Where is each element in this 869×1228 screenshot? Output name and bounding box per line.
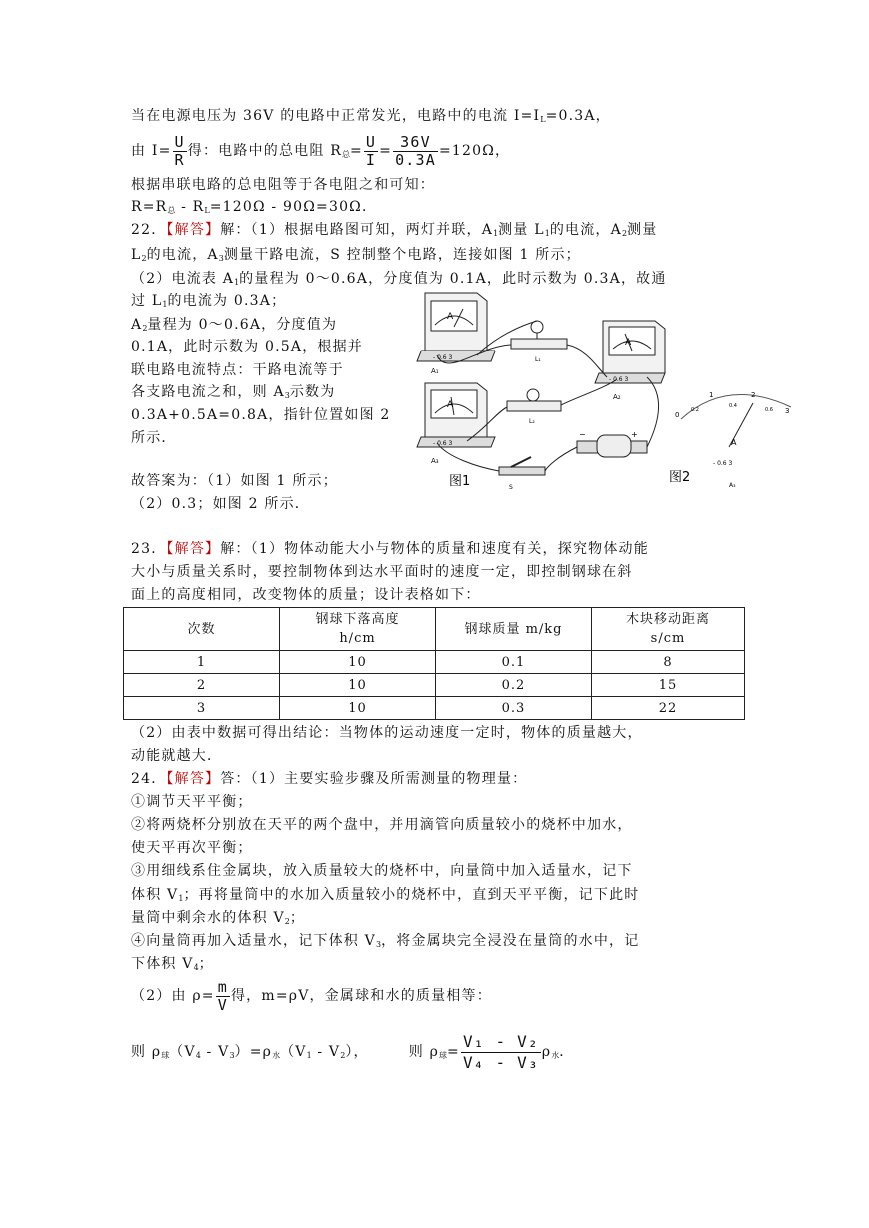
fraction-u-over-r: $\frac{U}{R}$ bbox=[174, 132, 185, 169]
formula-line: （2）由 ρ= $\frac{m}{V}$ 得，m=ρV，金属球和水的质量相等： bbox=[131, 977, 492, 1014]
text-line: 过 $L_1$的电流为 0.3A； bbox=[131, 293, 287, 309]
table-header: 次数 bbox=[124, 608, 280, 651]
svg-text:A₂: A₂ bbox=[613, 393, 621, 401]
text-line: 面上的高度相同，改变物体的质量；设计表格如下： bbox=[131, 587, 481, 603]
svg-text:- 0.6 3: - 0.6 3 bbox=[433, 354, 453, 361]
dial-figure-2 bbox=[675, 391, 791, 489]
text-line: $L_2$的电流，$A_3$测量干路电流，S 控制整个电路，连接如图 1 所示； bbox=[131, 247, 581, 263]
svg-text:A₁: A₁ bbox=[431, 367, 439, 375]
svg-text:S: S bbox=[509, 484, 513, 491]
text-line: $A_2$量程为 0～0.6A，分度值为 bbox=[131, 317, 338, 333]
table-header: 木块移动距离 s/cm bbox=[592, 608, 745, 651]
text-line: 故答案为：（1）如图 1 所示； bbox=[131, 473, 338, 489]
svg-text:+: + bbox=[631, 430, 638, 439]
text-line: $R=R_总 - R_L=120\Omega - 90\Omega=30\Omega$． bbox=[131, 199, 378, 215]
question-22-line: 22．【解答】解：（1）根据电路图可知，两灯并联，$A_1$测量 $L_1$的电流，$A_2$测量 bbox=[131, 222, 658, 238]
answer-tag: 【解答】 bbox=[166, 222, 221, 238]
text-line: 体积 $V_1$；再将量筒中的水加入质量较小的烧杯中，直到天平平衡，记下此时 bbox=[131, 887, 640, 903]
text-line: 各支路电流之和，则 $A_3$示数为 bbox=[131, 384, 336, 400]
svg-text:A₃: A₃ bbox=[729, 482, 736, 489]
svg-text:A: A bbox=[731, 438, 737, 447]
table-row: 3 10 0.3 22 bbox=[124, 697, 745, 720]
svg-text:1: 1 bbox=[709, 391, 714, 399]
question-24-line: 24．【解答】答：（1）主要实验步骤及所需测量的物理量： bbox=[131, 771, 528, 787]
text-line: 所示． bbox=[131, 430, 177, 446]
text-line: 联电路电流特点：干路电流等于 bbox=[131, 362, 344, 378]
final-formula-line: 则 $\rho_球(V_4 - V_3)=\rho_水(V_1 - V_2)$， 则 $\rho_球=$ $\frac{\text{V₁ - V₂}}{\text{V₄ - V₃}}$ $\rho_水$． bbox=[131, 1031, 575, 1072]
formula-line: 由 I= $\frac{U}{R}$ 得：电路中的总电阻 $R_总=$ $\frac{U}{I}$ = $\frac{36V}{0.3A}$ =120Ω， bbox=[131, 132, 511, 169]
svg-text:- 0.6 3: - 0.6 3 bbox=[713, 460, 733, 467]
fraction-m-over-v: $\frac{m}{V}$ bbox=[217, 977, 228, 1014]
svg-text:0.4: 0.4 bbox=[729, 403, 737, 409]
fraction-36v-over-03a: $\frac{36V}{0.3A}$ bbox=[395, 132, 436, 169]
table-header: 钢球质量 m/kg bbox=[436, 608, 592, 651]
text-line: （2）由表中数据可得出结论：当物体的运动速度一定时，物体的质量越大， bbox=[131, 725, 643, 741]
svg-text:A: A bbox=[625, 338, 632, 348]
answer-tag: 【解答】 bbox=[166, 541, 221, 557]
text-line: （2）电流表 $A_1$的量程为 0～0.6A，分度值为 0.1A，此时示数为 0.3A，故通 bbox=[131, 271, 667, 287]
table-header-row bbox=[124, 608, 745, 651]
text-line: （2）0.3；如图 2 所示． bbox=[131, 496, 310, 512]
table-header: 钢球下落高度 h/cm bbox=[280, 608, 436, 651]
table-row: 1 10 0.1 8 bbox=[124, 651, 745, 674]
text-line: ③用细线系住金属块，放入质量较大的烧杯中，向量筒中加入适量水，记下 bbox=[131, 863, 633, 879]
svg-text:A₃: A₃ bbox=[431, 457, 439, 465]
question-23-line: 23．【解答】解：（1）物体动能大小与物体的质量和速度有关，探究物体动能 bbox=[131, 541, 649, 557]
text-line: 使天平再次平衡； bbox=[131, 840, 253, 856]
text-line: ①调节天平平衡； bbox=[131, 794, 253, 810]
text-line: 大小与质量关系时，要控制物体到达水平面时的速度一定，即控制钢球在斜 bbox=[131, 564, 633, 580]
table-row: 2 10 0.2 15 bbox=[124, 674, 745, 697]
svg-text:0.2: 0.2 bbox=[691, 407, 699, 413]
text-line: 根据串联电路的总电阻等于各电阻之和可知： bbox=[131, 177, 435, 193]
fraction-density: $\frac{\text{V₁ - V₂}}{\text{V₄ - V₃}}$ bbox=[462, 1031, 539, 1072]
figure-1-label: 图1 bbox=[449, 474, 471, 489]
svg-text:- 0.6 3: - 0.6 3 bbox=[609, 376, 629, 383]
svg-text:3: 3 bbox=[785, 407, 790, 415]
text-line: ④向量筒再加入适量水，记下体积 $V_3$，将金属块完全浸没在量筒的水中，记 bbox=[131, 933, 640, 949]
switch-icon bbox=[499, 457, 545, 491]
svg-text:- 0.6 3: - 0.6 3 bbox=[433, 440, 453, 447]
svg-text:A: A bbox=[447, 400, 454, 410]
text-line: 0.1A，此时示数为 0.5A，根据并 bbox=[131, 339, 363, 355]
svg-text:0.6: 0.6 bbox=[765, 407, 773, 413]
svg-text:L₂: L₂ bbox=[529, 418, 535, 425]
figure-2-label: 图2 bbox=[669, 470, 691, 485]
fraction-u-over-i: $\frac{U}{I}$ bbox=[365, 132, 377, 169]
text-line: 量筒中剩余水的体积 $V_2$； bbox=[131, 910, 306, 926]
text-line: 动能就越大． bbox=[131, 748, 223, 764]
svg-text:−: − bbox=[579, 430, 586, 439]
ammeter-a1-icon bbox=[417, 293, 495, 375]
svg-text:L₁: L₁ bbox=[535, 356, 541, 363]
text-line: 0.3A+0.5A=0.8A，指针位置如图 2 bbox=[131, 407, 391, 423]
meter-letter: A bbox=[447, 312, 454, 322]
text-line: 当在电源电压为 36V 的电路中正常发光，电路中的电流 $I=I_L=0.3A$， bbox=[131, 108, 611, 124]
battery-icon bbox=[577, 430, 647, 457]
ammeter-a2-icon bbox=[595, 321, 665, 401]
ammeter-a3-icon bbox=[417, 383, 495, 465]
experiment-table bbox=[123, 607, 745, 720]
circuit-figure bbox=[407, 287, 793, 492]
svg-text:2: 2 bbox=[751, 391, 756, 399]
svg-text:0: 0 bbox=[675, 411, 680, 419]
answer-tag: 【解答】 bbox=[166, 771, 221, 787]
text-line: 下体积 $V_4$； bbox=[131, 956, 214, 972]
text-line: ②将两烧杯分别放在天平的两个盘中，并用滴管向质量较小的烧杯中加水， bbox=[131, 817, 633, 833]
lamp-l2-icon bbox=[507, 389, 561, 425]
